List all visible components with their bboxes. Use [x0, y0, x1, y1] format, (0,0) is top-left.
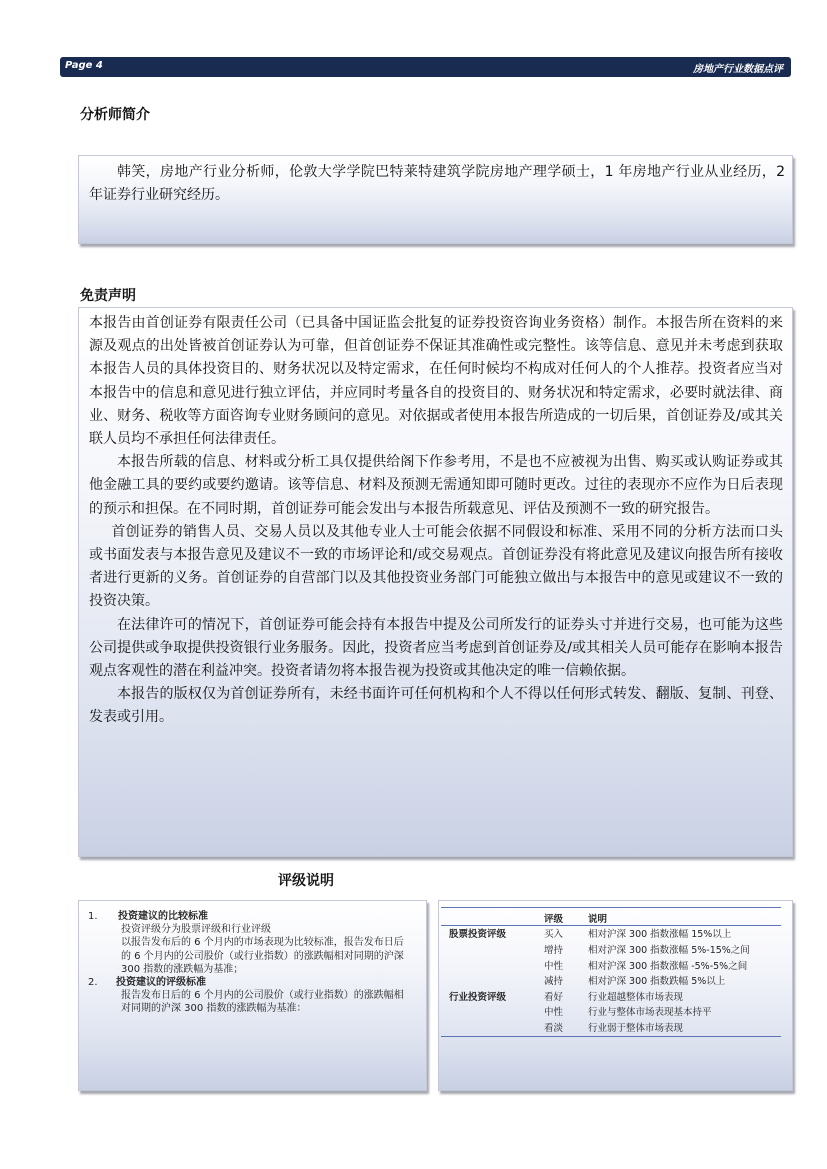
table-row [449, 1019, 750, 1035]
rating-grade: 看淡 [544, 1022, 564, 1034]
table-row [449, 1004, 750, 1020]
disclaimer-paragraph: 本报告的版权仅为首创证券所有，未经书面许可任何机构和个人不得以任何形式转发、翻版、复制、刊登、发表或引用。 [89, 686, 783, 726]
rating-description: 行业超越整体市场表现 [588, 991, 684, 1003]
report-title: 房地产行业数据点评 [693, 64, 783, 75]
analyst-bio: 韩笑，房地产行业分析师，伦敦大学学院巴特莱特建筑学院房地产理学硕士，1 年房地产行业从业经历，2 年证券行业研究经历。 [89, 164, 785, 204]
rating-section-title: 评级说明 [278, 873, 334, 889]
rating-category [449, 957, 544, 973]
criterion-line: 投资评级分为股票评级和行业评级 [121, 924, 271, 936]
rating-criteria-box [78, 900, 427, 1091]
table-row [449, 988, 750, 1004]
criterion-heading-row [88, 910, 408, 923]
rating-criteria [88, 910, 408, 1016]
disclaimer-paragraph: 首创证券的销售人员、交易人员以及其他专业人士可能会依据不同假设和标准、采用不同的分析方法而口头或书面发表与本报告意见及建议不一致的市场评论和/或交易观点。首创证券没有将此意见及建议向报告所有接收者进行更新的义务。首创证券的自营部门以及其他投资业务部门可能独立做出与本报告中的意见或建议不一致的投资决策。 [89, 523, 783, 610]
rating-grade: 看好 [544, 991, 564, 1003]
table-top-rule [441, 907, 781, 908]
page-number: Page 4 [65, 60, 103, 71]
rating-description: 行业与整体市场表现基本持平 [588, 1007, 712, 1019]
table-header-cell [449, 910, 544, 926]
table-header-rule [441, 925, 781, 926]
criterion-line: 以报告发布后的 6 个月内的市场表现为比较标准，报告发布日后的 6 个月内的公司股价（或行业指数）的涨跌幅相对同期的沪深 300 指数的涨跌幅为基准； [121, 937, 404, 975]
criterion-number: 1. [88, 911, 98, 922]
rating-category: 股票投资评级 [449, 929, 507, 941]
rating-grade: 减持 [544, 976, 564, 988]
rating-grade: 买入 [544, 929, 564, 941]
disclaimer-paragraph: 本报告由首创证券有限责任公司（已具备中国证监会批复的证券投资咨询业务资格）制作。本报告所在资料的来源及观点的出处皆被首创证券认为可靠，但首创证券不保证其准确性或完整性。该等信息、意见并未考虑到获取本报告人员的具体投资目的、财务状况以及特定需求，在任何时候均不构成对任何人的个人推荐。投资者应当对本报告中的信息和意见进行独立评估，并应同时考量各自的投资目的、财务状况和特定需求，必要时就法律、商业、财务、税收等方面咨询专业财务顾问的意见。对依据或者使用本报告所造成的一切后果，首创证券及/或其关联人员均不承担任何法律责任。 [89, 315, 783, 448]
analyst-box [78, 155, 793, 244]
rating-category [449, 1004, 544, 1020]
analyst-section-title: 分析师简介 [80, 107, 150, 123]
criterion-heading-row [88, 976, 408, 989]
criterion-number: 2. [88, 977, 98, 989]
disclaimer-paragraph: 本报告所载的信息、材料或分析工具仅提供给阁下作参考用，不是也不应被视为出售、购买或认购证券或其他金融工具的要约或要约邀请。该等信息、材料及预测无需通知即可随时更改。过往的表现亦不应作为日后表现的预示和担保。在不同时期，首创证券可能会发出与本报告所载意见、评估及预测不一致的研究报告。 [89, 454, 783, 517]
disclaimer-section-title: 免责声明 [80, 288, 136, 304]
rating-category [449, 1019, 544, 1035]
criterion-line: 报告发布日后的 6 个月内的公司股价（或行业指数）的涨跌幅相对同期的沪深 300 指数的涨跌幅为基准： [121, 990, 404, 1015]
rating-description: 相对沪深 300 指数涨幅 5%-15%之间 [588, 944, 750, 956]
disclaimer-box [78, 307, 793, 857]
table-row [449, 926, 750, 942]
rating-category [449, 972, 544, 988]
criterion-heading: 投资建议的比较标准 [118, 911, 208, 922]
rating-description: 相对沪深 300 指数涨幅 -5%-5%之间 [588, 960, 748, 972]
rating-table [449, 910, 750, 1035]
rating-grade: 中性 [544, 1007, 564, 1019]
rating-grade: 中性 [544, 960, 564, 972]
rating-description: 行业弱于整体市场表现 [588, 1022, 684, 1034]
criterion-heading: 投资建议的评级标准 [116, 977, 206, 989]
table-header-row [449, 910, 750, 926]
disclaimer-text [89, 312, 783, 730]
disclaimer-paragraph: 在法律许可的情况下，首创证券可能会持有本报告中提及公司所发行的证券头寸并进行交易，也可能为这些公司提供或争取提供投资银行业务服务。因此，投资者应当考虑到首创证券及/或其相关人员可能存在影响本报告观点客观性的潜在利益冲突。投资者请勿将本报告视为投资或其他决定的唯一信赖依据。 [89, 616, 783, 680]
rating-category [449, 941, 544, 957]
rating-description: 相对沪深 300 指数跌幅 5%以上 [588, 976, 726, 988]
rating-description: 相对沪深 300 指数涨幅 15%以上 [588, 929, 732, 941]
table-row [449, 957, 750, 973]
rating-table-box [438, 900, 793, 1091]
page-header [60, 57, 791, 77]
rating-grade: 增持 [544, 944, 564, 956]
table-header-cell: 说明 [588, 913, 608, 925]
table-row [449, 972, 750, 988]
table-bottom-rule [441, 1036, 781, 1037]
table-header-cell: 评级 [544, 913, 564, 925]
table-row [449, 941, 750, 957]
rating-category: 行业投资评级 [449, 991, 507, 1003]
